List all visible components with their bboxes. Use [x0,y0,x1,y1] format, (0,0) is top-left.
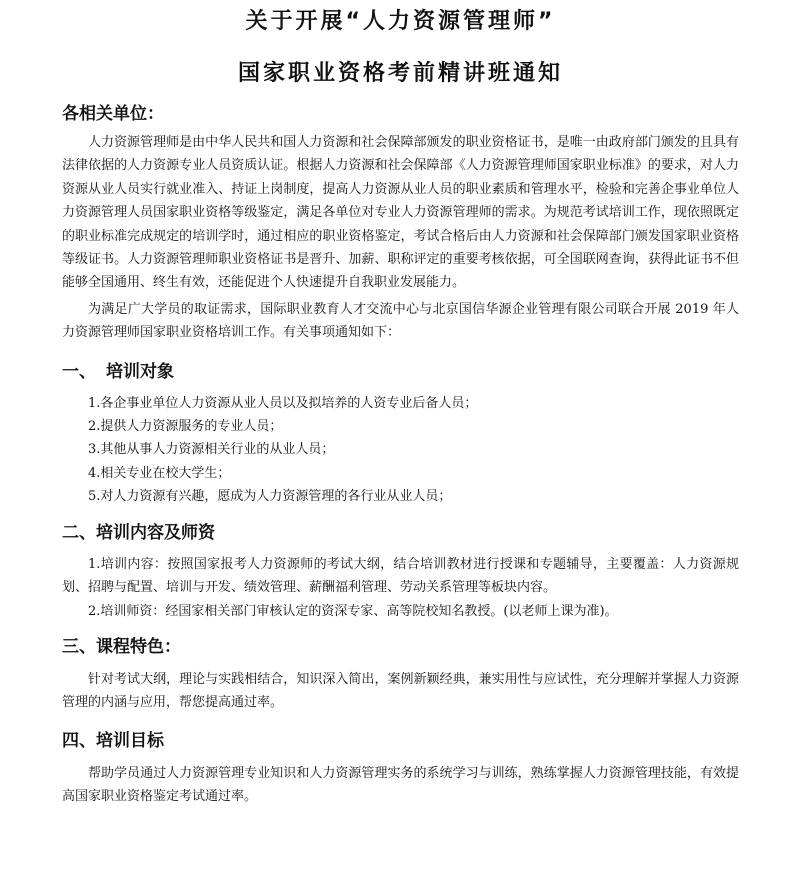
list-item: 5.对人力资源有兴趣，愿成为人力资源管理的各行业从业人员； [88,489,452,505]
training-targets-list [62,392,739,509]
list-item: 2.培训师资：经国家相关部门审核认定的资深专家、高等院校知名教授。(以老师上课为准)。 [88,603,618,619]
section-heading-training-targets [62,361,739,383]
intro-paragraph-1: 人力资源管理师是由中华人民共和国人力资源和社会保障部颁发的职业资格证书，是唯一由政府部门颁发的且具有法律依据的人力资源专业人员资质认证。根据人力资源和社会保障部《人力资源管理师国家职业标准》的要求，对人力资源从业人员实行就业准入、持证上岗制度，提高人力资源从业人员的职业素质和管理水平，检验和完善企事业单位人力资源管理人员国家职业资格等级鉴定，满足各单位对专业人力资源管理师的需求。为规范考试培训工作，现依照既定的职业标准完成规定的培训学时，通过相应的职业资格鉴定，考试合格后由人力资源和社会保障部门颁发国家职业资格等级证书。人力资源管理师职业资格证书是晋升、加薪、职称评定的重要考核依据，可全国联网查询，获得此证书不但能够全国通用、终生有效，还能促进个人快速提升自我职业发展能力。 [62,135,739,291]
section-number: 一、 [62,361,96,382]
section-title: 培训对象 [106,361,174,382]
list-item: 3.其他从事人力资源相关行业的从业人员； [88,442,335,458]
document-title-line-1: 关于开展“人力资源管理师” [245,9,556,34]
list-item: 2.提供人力资源服务的专业人员； [88,419,283,435]
section-heading-content-and-faculty: 二、培训内容及师资 [62,522,215,543]
intro-paragraph-2: 为满足广大学员的取证需求，国际职业教育人才交流中心与北京国信华源企业管理有限公司联合开展 2019 年人力资源管理师国家职业资格培训工作。有关事项通知如下： [62,301,739,341]
list-item: 4.相关专业在校大学生； [88,465,231,481]
section-heading-course-features: 三、课程特色： [62,636,181,657]
section-heading-training-goals: 四、培训目标 [62,730,164,751]
salutation: 各相关单位： [62,104,164,124]
list-item: 1.各企事业单位人力资源从业人员以及拟培养的人资专业后备人员； [88,395,478,411]
list-item: 1.培训内容：按照国家报考人力资源师的考试大纲，结合培训教材进行授课和专题辅导，主要覆盖：人力资源规划、招聘与配置、培训与开发、绩效管理、薪酬福利管理、劳动关系管理等板块内容。 [62,556,739,596]
training-goals-paragraph: 帮助学员通过人力资源管理专业知识和人力资源管理实务的系统学习与训练，熟练掌握人力资源管理技能，有效提高国家职业资格鉴定考试通过率。 [62,765,739,805]
content-and-faculty-list [62,553,739,623]
document-title-line-2: 国家职业资格考前精讲班通知 [237,61,563,86]
course-features-paragraph: 针对考试大纲，理论与实践相结合，知识深入简出，案例新颖经典，兼实用性与应试性，充分理解并掌握人力资源管理的内涵与应用，帮您提高通过率。 [62,671,739,711]
